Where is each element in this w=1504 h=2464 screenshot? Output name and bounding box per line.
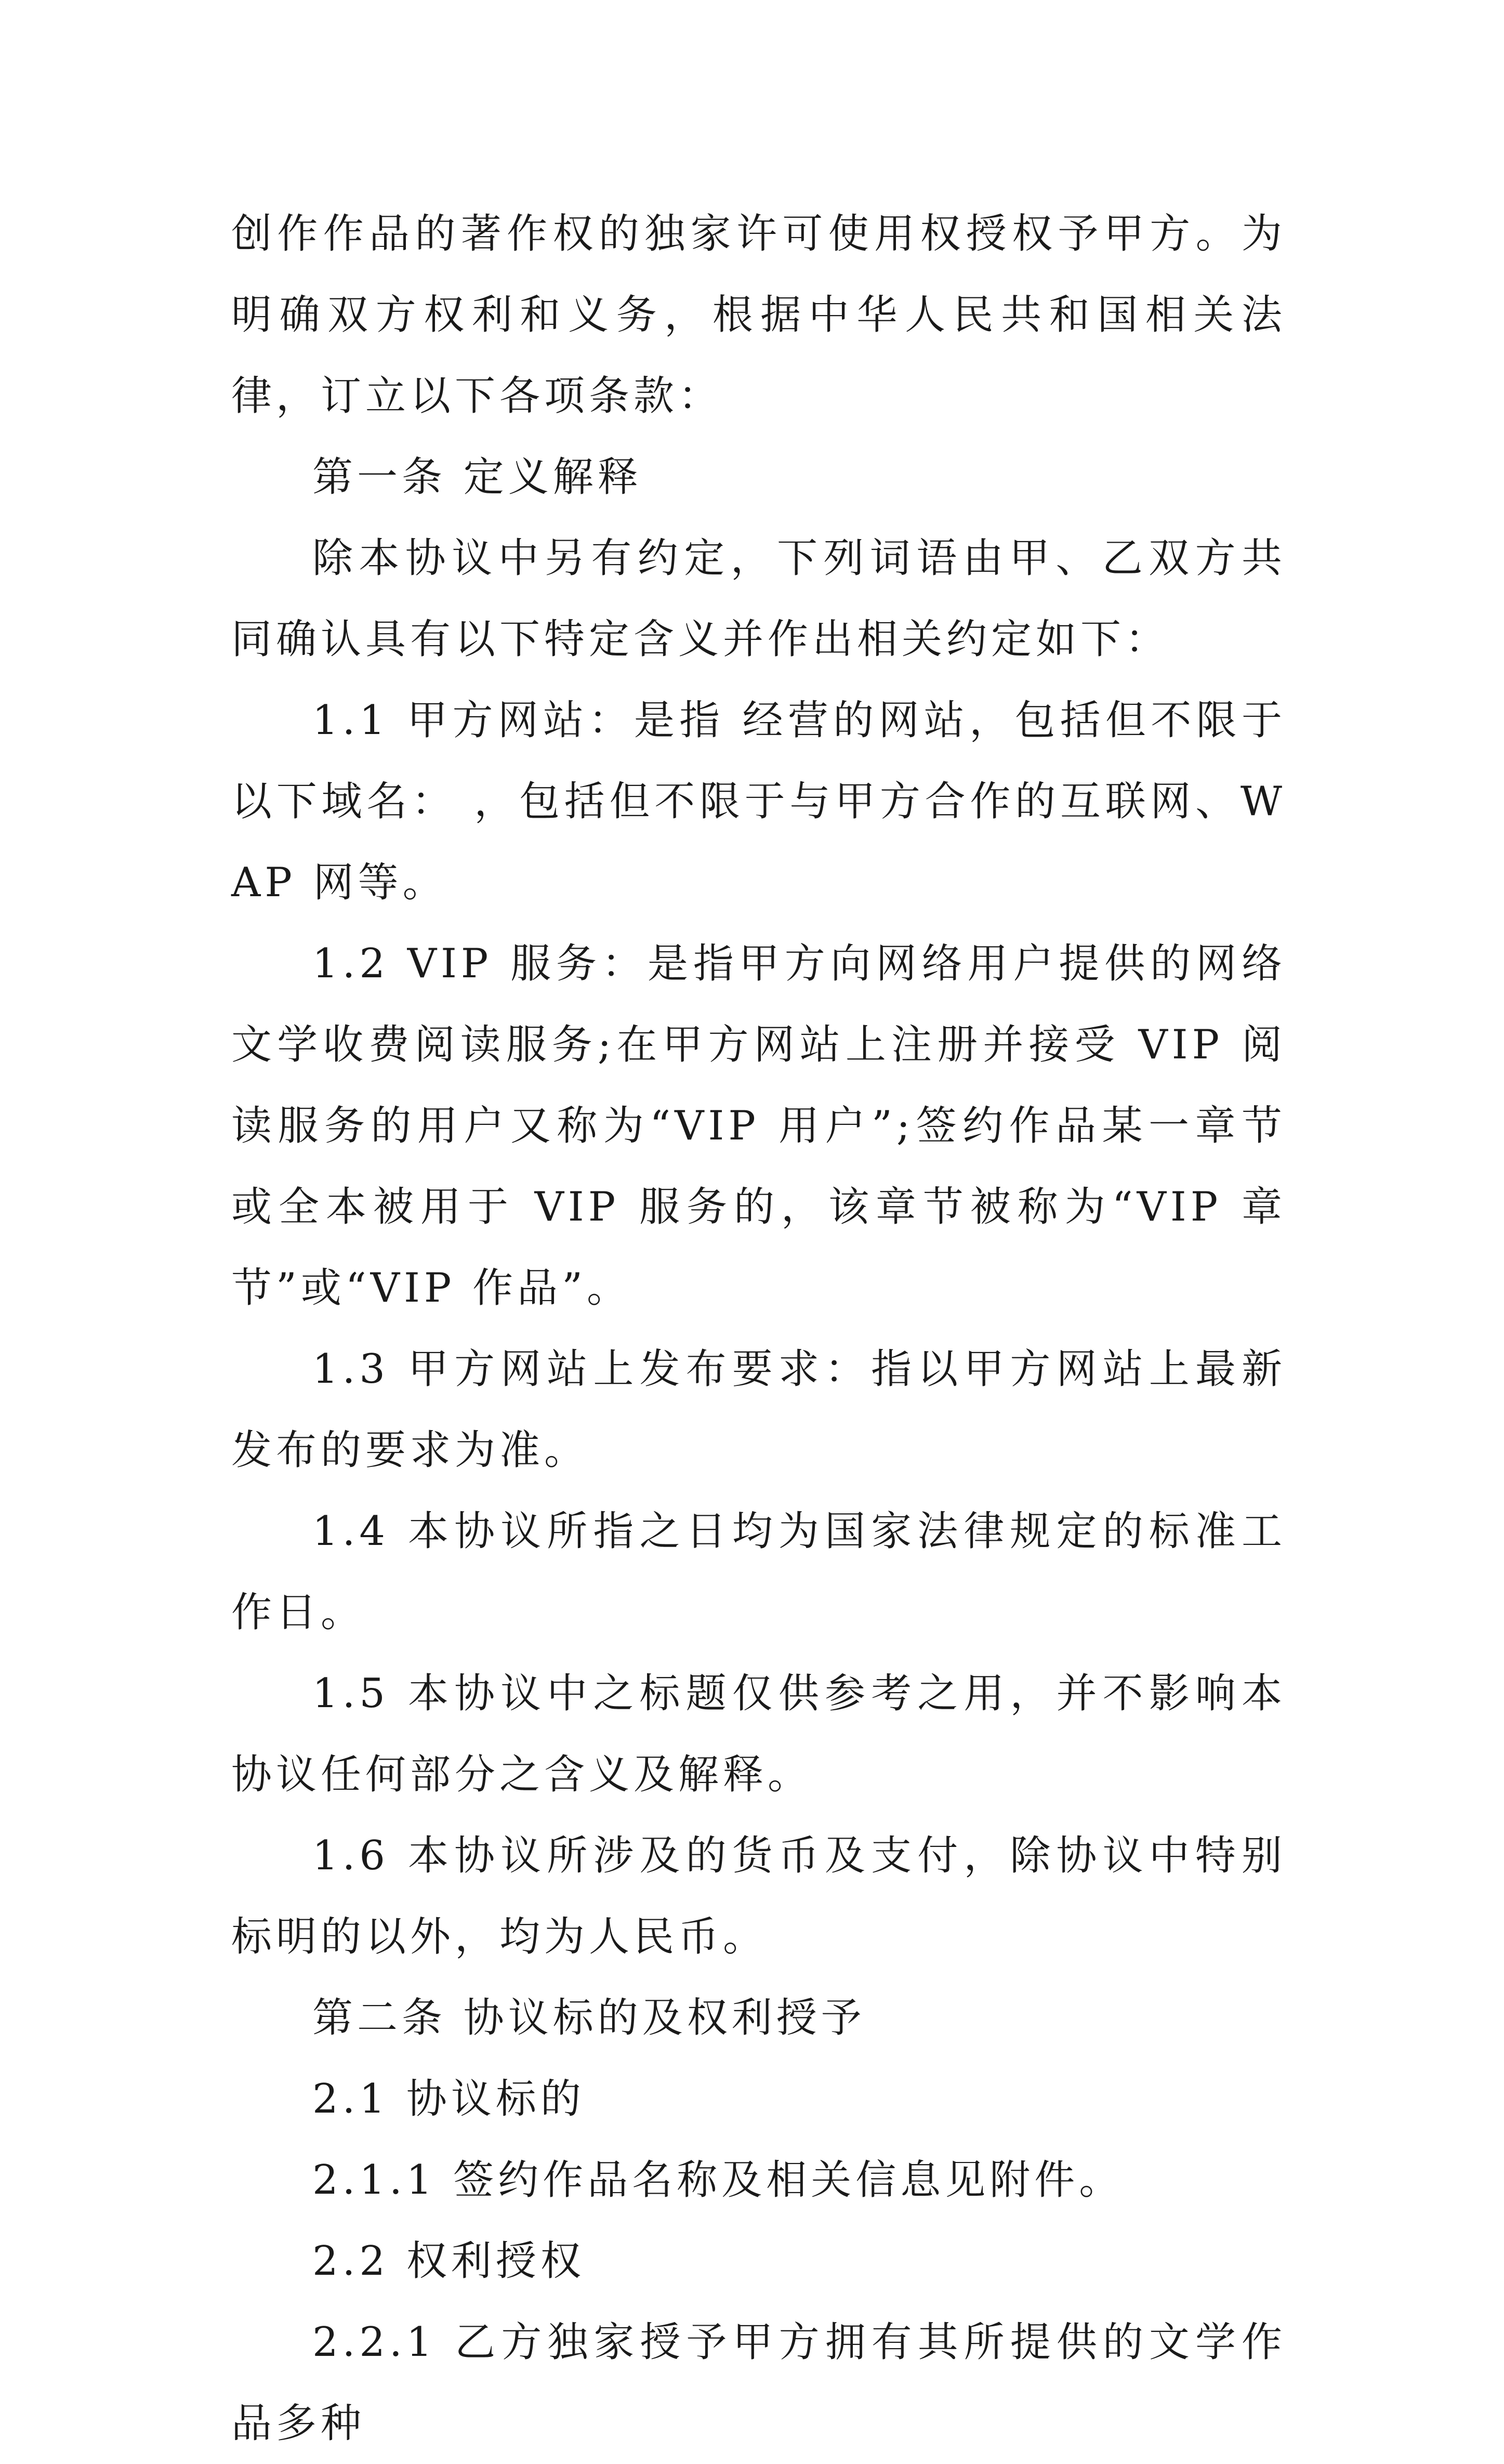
clause-1-6: 1.6 本协议所涉及的货币及支付，除协议中特别标明的以外，均为人民币。 — [231, 1832, 1286, 1960]
heading-article-1: 第一条 定义解释 — [312, 454, 642, 501]
heading-article-2: 第二条 协议标的及权利授予 — [312, 1995, 866, 2041]
clause-2-1-1: 2.1.1 签约作品名称及相关信息见附件。 — [312, 2157, 1124, 2204]
clause-1-2: 1.2 VIP 服务：是指甲方向网络用户提供的网络文学收费阅读服务;在甲方网站上注册并接受 VIP 阅读服务的用户又称为“VIP 用户”;签约作品某一章节或全本被用于 VIP 服务的，该章节被称为“VIP 章节”或“VIP 作品”。 — [231, 940, 1286, 1312]
document-body — [231, 193, 1286, 2464]
clause-1-4: 1.4 本协议所指之日均为国家法律规定的标准工作日。 — [231, 1508, 1286, 1636]
clause-2-2-1: 2.2.1 乙方独家授予甲方拥有其所提供的文学作品多种 — [231, 2319, 1286, 2447]
clause-1-1: 1.1 甲方网站：是指 经营的网站，包括但不限于以下域名： ，包括但不限于与甲方合作的互联网、WAP 网等。 — [231, 697, 1286, 906]
clause-2-1: 2.1 协议标的 — [312, 2076, 585, 2122]
paragraph-preamble: 创作作品的著作权的独家许可使用权授权予甲方。为明确双方权利和义务，根据中华人民共和国相关法律，订立以下各项条款： — [231, 211, 1286, 420]
paragraph-definitions-intro: 除本协议中另有约定，下列词语由甲、乙双方共同确认具有以下特定含义并作出相关约定如下： — [231, 535, 1286, 663]
clause-1-5: 1.5 本协议中之标题仅供参考之用，并不影响本协议任何部分之含义及解释。 — [231, 1670, 1286, 1798]
clause-2-2: 2.2 权利授权 — [312, 2238, 585, 2285]
clause-1-3: 1.3 甲方网站上发布要求：指以甲方网站上最新发布的要求为准。 — [231, 1346, 1286, 1474]
